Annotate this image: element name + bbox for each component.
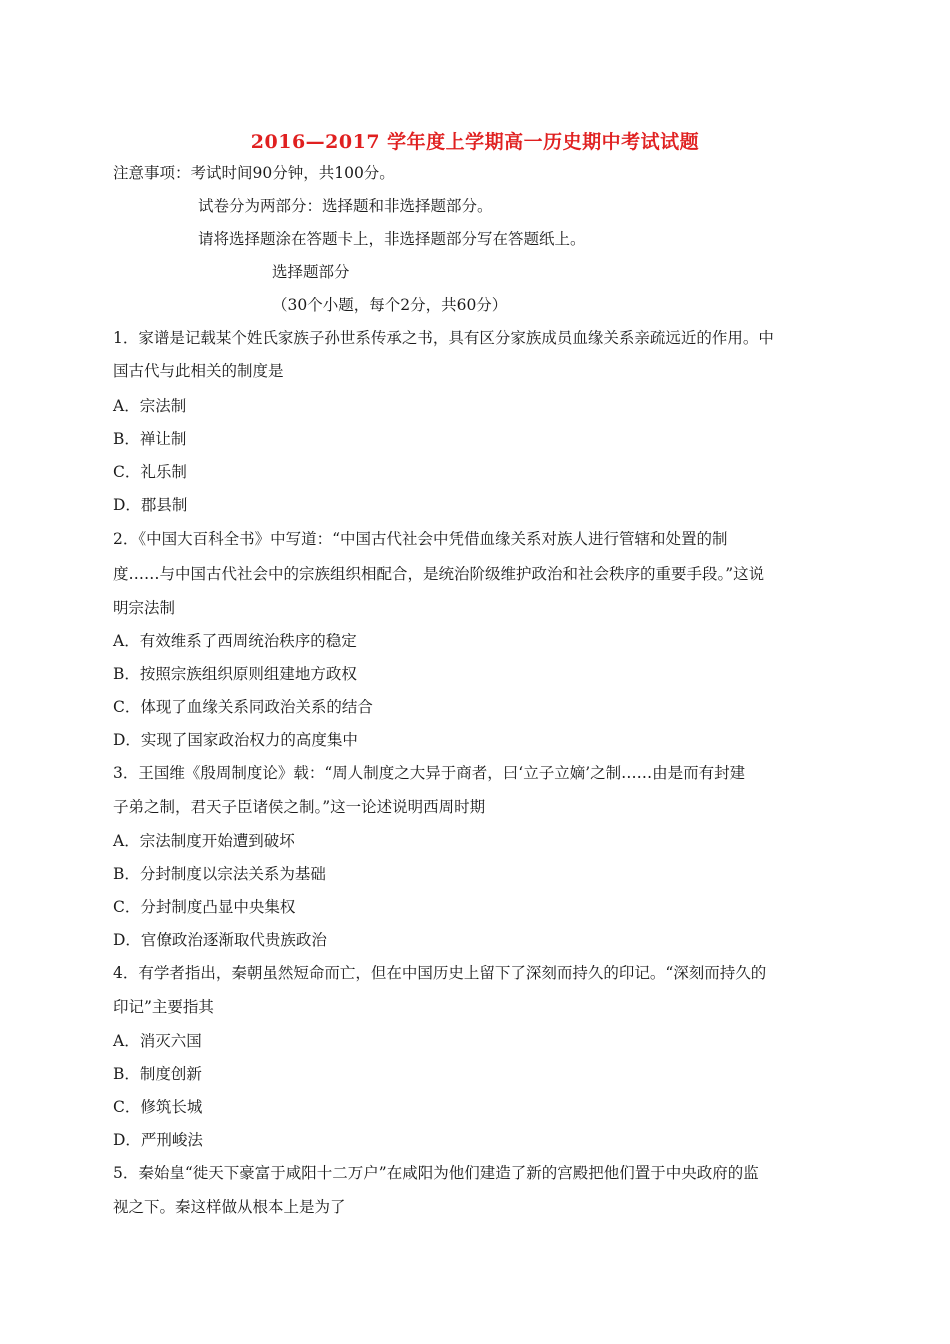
question-2-option-c: C．体现了血缘关系同政治关系的结合 xyxy=(113,698,373,716)
question-2-option-a: A．有效维系了西周统治秩序的稳定 xyxy=(113,632,357,650)
question-3-option-c: C．分封制度凸显中央集权 xyxy=(113,898,296,916)
page-title: 2016—2017 学年度上学期高一历史期中考试试题 xyxy=(250,131,700,153)
question-4-option-d: D．严刑峻法 xyxy=(113,1131,203,1149)
question-1-stem: 1．家谱是记载某个姓氏家族子孙世系传承之书，具有区分家族成员血缘关系亲疏远近的作用。中 xyxy=(113,329,774,347)
question-3-option-b: B．分封制度以宗法关系为基础 xyxy=(113,865,326,883)
notice-line-answer: 请将选择题涂在答题卡上，非选择题部分写在答题纸上。 xyxy=(198,230,586,248)
question-5-stem: 视之下。秦这样做从根本上是为了 xyxy=(113,1198,346,1216)
question-1-option-d: D．郡县制 xyxy=(113,496,188,514)
question-2-option-b: B．按照宗族组织原则组建地方政权 xyxy=(113,665,357,683)
question-2-stem: 2．《中国大百科全书》中写道：“中国古代社会中凭借血缘关系对族人进行管辖和处置的制 xyxy=(113,530,728,548)
question-3-stem: 3．王国维《殷周制度论》载：“周人制度之大异于商者，曰‘立子立嫡’之制……由是而有封建 xyxy=(113,764,746,782)
section-subheading: （30个小题，每个2分，共60分） xyxy=(272,296,508,314)
question-2-option-d: D．实现了国家政治权力的高度集中 xyxy=(113,731,358,749)
question-2-stem: 明宗法制 xyxy=(113,599,176,617)
question-4-option-a: A．消灭六国 xyxy=(113,1032,202,1050)
question-3-option-a: A．宗法制度开始遭到破坏 xyxy=(113,832,295,850)
question-4-option-c: C．修筑长城 xyxy=(113,1098,203,1116)
question-2-stem: 度……与中国古代社会中的宗族组织相配合，是统治阶级维护政治和社会秩序的重要手段。”这说 xyxy=(113,565,765,583)
question-1-option-b: B．禅让制 xyxy=(113,430,187,448)
question-1-option-a: A．宗法制 xyxy=(113,397,187,415)
question-1-stem: 国古代与此相关的制度是 xyxy=(113,362,284,380)
notice-line-time: 注意事项：考试时间90分钟，共100分。 xyxy=(113,164,395,182)
question-4-stem: 4．有学者指出，秦朝虽然短命而亡，但在中国历史上留下了深刻而持久的印记。“深刻而持久的 xyxy=(113,964,767,982)
question-5-stem: 5．秦始皇“徙天下豪富于咸阳十二万户”在咸阳为他们建造了新的宫殿把他们置于中央政府的监 xyxy=(113,1164,759,1182)
question-4-option-b: B．制度创新 xyxy=(113,1065,202,1083)
section-heading: 选择题部分 xyxy=(272,263,350,281)
question-4-stem: 印记”主要指其 xyxy=(113,998,214,1016)
question-3-stem: 子弟之制，君天子臣诸侯之制。”这一论述说明西周时期 xyxy=(113,798,486,816)
question-3-option-d: D．官僚政治逐渐取代贵族政治 xyxy=(113,931,327,949)
notice-line-parts: 试卷分为两部分：选择题和非选择题部分。 xyxy=(198,197,493,215)
question-1-option-c: C．礼乐制 xyxy=(113,463,187,481)
